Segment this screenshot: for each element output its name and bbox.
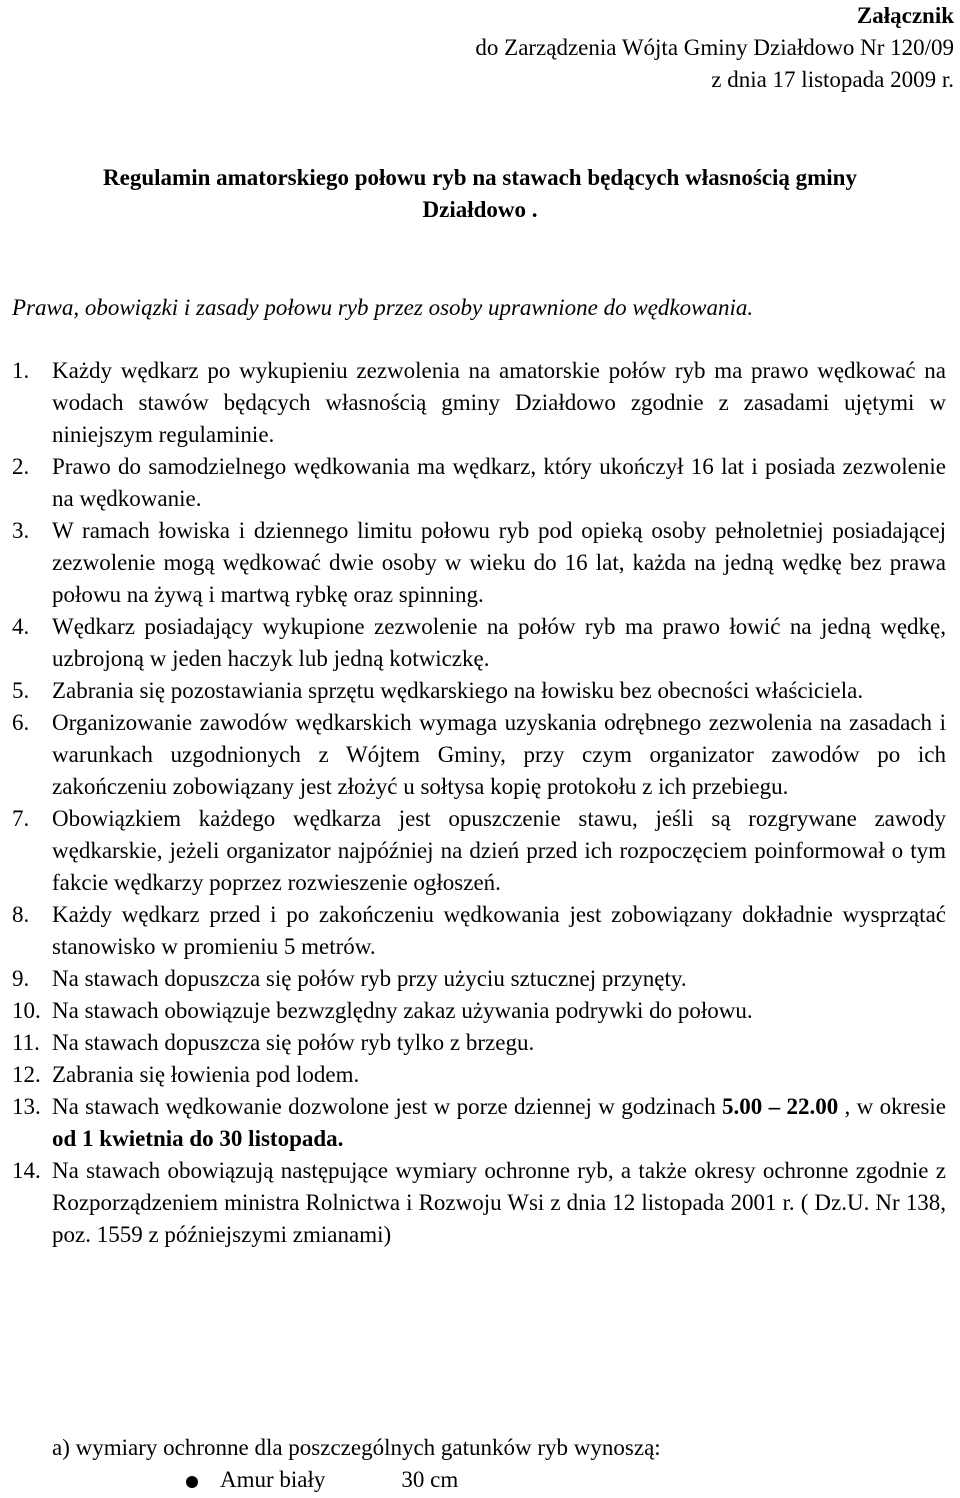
rule-text: Na stawach obowiązują następujące wymiary ochronne ryb, a także okresy ochronne zgodnie z Rozporządzeniem ministra Rolnictwa i Rozwoju Wsi z dnia 12 listopada 2001 r. ( Dz.U. Nr 138, poz. 1559 z późniejszymi zmianami) xyxy=(52,1158,946,1247)
rule-number: 9. xyxy=(12,966,30,991)
rule-text: Każdy wędkarz przed i po zakończeniu wędkowania jest zobowiązany dokładnie wysprzątać stanowisko w promieniu 5 metrów. xyxy=(52,902,946,959)
rules-list xyxy=(0,355,946,1251)
rule-item xyxy=(0,995,946,1027)
rule-text-part: , w okresie xyxy=(838,1094,946,1119)
rule-text: Zabrania się łowienia pod lodem. xyxy=(52,1062,360,1087)
rule-text: Na stawach obowiązuje bezwzględny zakaz używania podrywki do połowu. xyxy=(52,998,753,1023)
rule-number: 1. xyxy=(12,358,30,383)
rule-number: 14. xyxy=(12,1158,41,1183)
rule-number: 3. xyxy=(12,518,30,543)
rule-item xyxy=(0,611,946,675)
dimensions-intro: a) wymiary ochronne dla poszczególnych gatunków ryb wynoszą: xyxy=(52,1435,661,1460)
rule-number: 12. xyxy=(12,1062,41,1087)
rule-number: 10. xyxy=(12,998,41,1023)
regulation-title-line-1: Regulamin amatorskiego połowu ryb na stawach będących własnością gminy xyxy=(103,165,857,190)
rule-item xyxy=(0,899,946,963)
regulation-title xyxy=(0,162,960,226)
rule-number: 2. xyxy=(12,454,30,479)
rule-text: Każdy wędkarz po wykupieniu zezwolenia na amatorskie połów ryb ma prawo wędkować na wodach stawów będących własnością gminy Działdowo zgodnie z zasadami ujętymi w niniejszym regulaminie. xyxy=(52,358,946,447)
rule-item xyxy=(0,803,946,899)
rule-item xyxy=(0,451,946,515)
bullet-icon xyxy=(186,1476,198,1488)
rule-number: 4. xyxy=(12,614,30,639)
rule-text: Prawo do samodzielnego wędkowania ma wędkarz, który ukończył 16 lat i posiada zezwolenie na wędkowanie. xyxy=(52,454,946,511)
ordinance-date: z dnia 17 listopada 2009 r. xyxy=(711,67,954,92)
fishing-hours: 5.00 – 22.00 xyxy=(722,1094,839,1119)
ordinance-reference: do Zarządzenia Wójta Gminy Działdowo Nr 120/09 xyxy=(475,35,954,60)
section-subtitle: Prawa, obowiązki i zasady połowu ryb przez osoby uprawnione do wędkowania. xyxy=(12,295,754,320)
rule-item xyxy=(0,1155,946,1251)
rule-text: Wędkarz posiadający wykupione zezwolenie na połów ryb ma prawo łowić na jedną wędkę, uzbrojoną w jeden haczyk lub jedną kotwiczkę. xyxy=(52,614,946,671)
rule-text: Zabrania się pozostawiania sprzętu wędkarskiego na łowisku bez obecności właściciela. xyxy=(52,678,864,703)
rule-number: 11. xyxy=(12,1030,40,1055)
rule-text: W ramach łowiska i dziennego limitu połowu ryb pod opieką osoby pełnoletniej posiadającej zezwolenie mogą wędkować dwie osoby w wieku do 16 lat, każda na jedną wędkę bez prawa połowu na żywą i martwą rybkę oraz spinning. xyxy=(52,518,946,607)
rule-item xyxy=(0,675,946,707)
rule-text: Na stawach dopuszcza się połów ryb przy użyciu sztucznej przynęty. xyxy=(52,966,687,991)
rule-number: 5. xyxy=(12,678,30,703)
rule-number: 6. xyxy=(12,710,30,735)
rule-item xyxy=(0,355,946,451)
rule-item xyxy=(0,707,946,803)
attachment-title: Załącznik xyxy=(856,3,954,28)
rule-item xyxy=(0,1027,946,1059)
rule-item xyxy=(0,1059,946,1091)
rule-item xyxy=(0,515,946,611)
rule-item xyxy=(0,1091,946,1155)
regulation-title-line-2: Działdowo . xyxy=(422,197,538,222)
rule-text: Na stawach dopuszcza się połów ryb tylko z brzegu. xyxy=(52,1030,535,1055)
document-header xyxy=(475,0,954,96)
rule-text-part: Na stawach wędkowanie dozwolone jest w porze dziennej w godzinach xyxy=(52,1094,723,1119)
dimension-item xyxy=(186,1464,458,1496)
fish-min-size: 30 cm xyxy=(401,1467,459,1492)
rule-number: 13. xyxy=(12,1094,41,1119)
fish-species: Amur biały xyxy=(220,1467,326,1492)
rule-text: Organizowanie zawodów wędkarskich wymaga uzyskania odrębnego zezwolenia na zasadach i warunkach uzgodnionych z Wójtem Gminy, przy czym organizator zawodów po ich zakończeniu zobowiązany jest złożyć u sołtysa kopię protokołu z ich przebiegu. xyxy=(52,710,946,799)
rule-number: 7. xyxy=(12,806,30,831)
rule-item xyxy=(0,963,946,995)
fishing-season: od 1 kwietnia do 30 listopada. xyxy=(52,1126,344,1151)
rule-number: 8. xyxy=(12,902,30,927)
rule-text: Obowiązkiem każdego wędkarza jest opuszczenie stawu, jeśli są rozgrywane zawody wędkarskie, jeżeli organizator najpóźniej na dzień przed ich rozpoczęciem poinformował o tym fakcie wędkarzy poprzez rozwieszenie ogłoszeń. xyxy=(52,806,946,895)
